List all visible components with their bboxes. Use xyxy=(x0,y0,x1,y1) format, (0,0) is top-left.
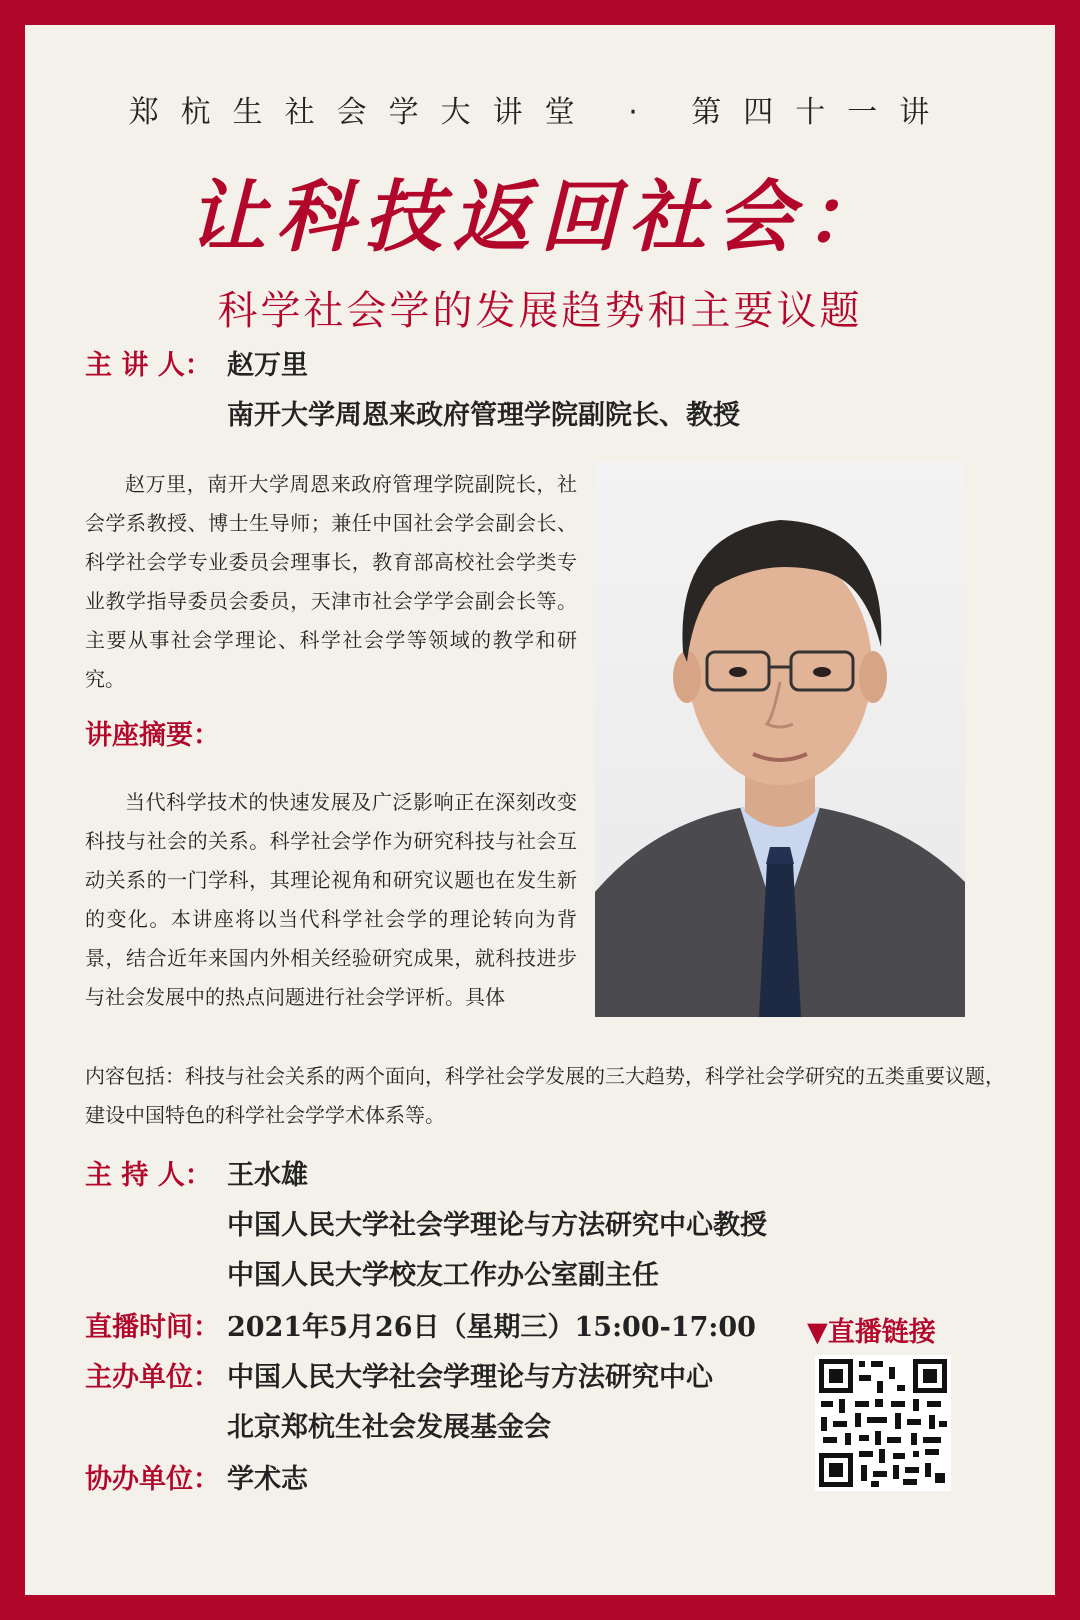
live-link-qr-code[interactable] xyxy=(815,1355,951,1491)
abstract-text-part2: 内容包括：科技与社会关系的两个面向，科学社会学发展的三大趋势，科学社会学研究的五类重要议题，建设中国特色的科学社会学学术体系等。 xyxy=(85,1064,1005,1127)
speaker-affiliation: 南开大学周恩来政府管理学院副院长、教授 xyxy=(227,400,740,431)
host-name: 王水雄 xyxy=(227,1160,308,1191)
speaker-photo xyxy=(595,462,965,1017)
speaker-name: 赵万里 xyxy=(227,350,308,381)
series-heading: 郑杭生社会学大讲堂 · 第四十一讲 xyxy=(128,95,952,130)
poster-frame xyxy=(25,25,1055,1595)
speaker-portrait-image xyxy=(595,462,965,1017)
abstract-heading: 讲座摘要： xyxy=(85,720,220,751)
lecture-subtitle: 科学社会学的发展趋势和主要议题 xyxy=(217,288,863,334)
coorganizer-label: 协办单位： xyxy=(85,1464,220,1495)
speaker-bio xyxy=(85,465,577,699)
lecture-title: 让科技返回社会： xyxy=(187,172,892,263)
host-affiliation-2: 中国人民大学校友工作办公室副主任 xyxy=(227,1260,659,1291)
time-label: 直播时间： xyxy=(85,1312,220,1343)
host-affiliation-1: 中国人民大学社会学理论与方法研究中心教授 xyxy=(227,1210,767,1241)
abstract-body xyxy=(85,783,577,1017)
coorganizer-name: 学术志 xyxy=(227,1464,308,1495)
qr-code-icon xyxy=(815,1355,951,1491)
speaker-label: 主 讲 人： xyxy=(85,350,212,381)
abstract-text-part1: 当代科学技术的快速发展及广泛影响正在深刻改变科技与社会的关系。科学社会学作为研究科技与社会互动关系的一门学科，其理论视角和研究议题也在发生新的变化。本讲座将以当代科学社会学的理论转向为背景，结合近年来国内外相关经验研究成果，就科技进步与社会发展中的热点问题进行社会学评析。具体 xyxy=(85,790,577,1009)
broadcast-time: 2021年5月26日（星期三）15:00-17:00 xyxy=(227,1312,756,1343)
organizer-label: 主办单位： xyxy=(85,1362,220,1393)
organizer-1: 中国人民大学社会学理论与方法研究中心 xyxy=(227,1362,713,1393)
host-label: 主 持 人： xyxy=(85,1160,212,1191)
live-link-label: ▼直播链接 xyxy=(807,1317,936,1348)
speaker-bio-text: 赵万里，南开大学周恩来政府管理学院副院长，社会学系教授、博士生导师；兼任中国社会学会副会长、科学社会学专业委员会理事长，教育部高校社会学类专业教学指导委员会委员，天津市社会学学会副会长等。主要从事社会学理论、科学社会学等领域的教学和研究。 xyxy=(85,472,577,691)
organizer-2: 北京郑杭生社会发展基金会 xyxy=(227,1412,551,1443)
